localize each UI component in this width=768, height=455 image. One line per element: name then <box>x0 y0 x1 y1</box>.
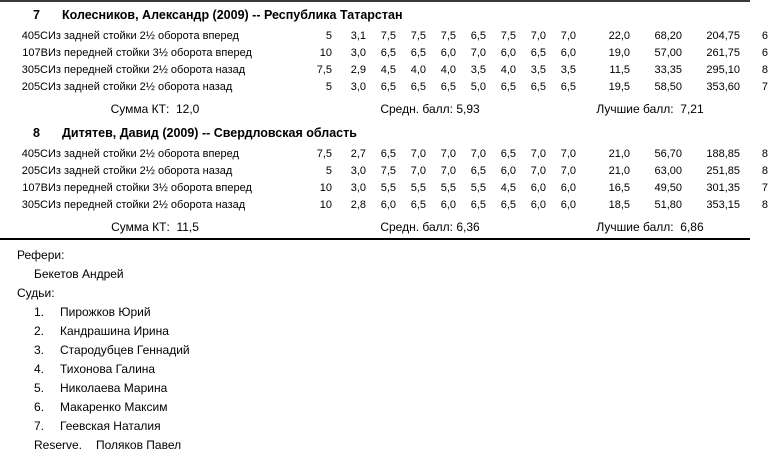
judge-score: 7,0 <box>530 165 546 177</box>
judge-score: 7,0 <box>470 148 486 160</box>
judge-score: 6,5 <box>410 47 426 59</box>
list-item <box>0 398 750 417</box>
judge-score: 3,5 <box>530 64 546 76</box>
judge-score: 6,0 <box>440 47 456 59</box>
dive-height: 5 <box>325 81 332 93</box>
judge-name: Тихонова Галина <box>60 362 156 376</box>
running-place: 8 <box>761 148 768 160</box>
judge-number: 7. <box>34 419 45 433</box>
list-item <box>0 322 750 341</box>
dive-sum: 18,5 <box>608 199 630 211</box>
summary-best <box>550 220 750 234</box>
summary-best-label: Лучшие балл: <box>596 220 674 234</box>
judge-number: 1. <box>34 305 45 319</box>
dive-difficulty: 3,0 <box>350 182 366 194</box>
summary-average-label: Средн. балл: <box>380 220 453 234</box>
dive-points: 57,00 <box>654 47 682 59</box>
table-row <box>0 197 768 214</box>
judge-score: 5,5 <box>380 182 396 194</box>
dive-height: 7,5 <box>316 64 332 76</box>
judge-score: 7,0 <box>560 165 576 177</box>
summary-kt <box>0 220 310 234</box>
referee-name: Бекетов Андрей <box>34 267 124 281</box>
judge-score: 6,5 <box>470 30 486 42</box>
dive-points: 68,20 <box>654 30 682 42</box>
judge-score: 6,5 <box>410 199 426 211</box>
judge-number: 5. <box>34 381 45 395</box>
column-spacer <box>576 45 590 62</box>
judge-score: 6,0 <box>440 199 456 211</box>
summary-kt <box>0 102 310 116</box>
judge-score: 6,5 <box>470 165 486 177</box>
dive-description: Из передней стойки 2½ оборота назад <box>48 199 246 211</box>
dive-height: 7,5 <box>316 148 332 160</box>
list-item-reserve <box>0 436 750 455</box>
dive-sum: 16,5 <box>608 182 630 194</box>
dive-code: 305C <box>21 64 48 76</box>
running-total: 353,15 <box>706 199 740 211</box>
judge-score: 7,5 <box>380 165 396 177</box>
dive-difficulty: 2,8 <box>350 199 366 211</box>
dive-code: 405C <box>21 30 48 42</box>
judge-score: 6,0 <box>530 199 546 211</box>
reserve-name: Поляков Павел <box>96 438 182 452</box>
judge-score: 7,0 <box>410 165 426 177</box>
judge-score: 6,5 <box>470 199 486 211</box>
column-spacer <box>576 146 590 163</box>
judge-score: 6,0 <box>380 199 396 211</box>
list-item <box>0 341 750 360</box>
judge-score: 6,5 <box>410 81 426 93</box>
summary-average-value: 6,36 <box>456 220 480 234</box>
judge-score: 6,5 <box>500 199 516 211</box>
athlete-summary <box>0 214 750 238</box>
athlete-block <box>0 120 768 238</box>
running-place: 7 <box>761 81 768 93</box>
running-total: 204,75 <box>706 30 740 42</box>
list-item <box>0 379 750 398</box>
dive-description: Из передней стойки 2½ оборота назад <box>48 64 246 76</box>
list-item <box>0 303 750 322</box>
summary-average <box>310 220 550 234</box>
officials-section <box>0 238 750 455</box>
judge-score: 6,0 <box>560 182 576 194</box>
dive-height: 5 <box>325 30 332 42</box>
dive-code: 405C <box>21 148 48 160</box>
running-total: 188,85 <box>706 148 740 160</box>
dive-points: 51,80 <box>654 199 682 211</box>
judge-score: 7,0 <box>470 47 486 59</box>
table-row <box>0 180 768 197</box>
list-item <box>0 417 750 436</box>
dive-sum: 21,0 <box>608 165 630 177</box>
judge-name: Пирожков Юрий <box>60 305 151 319</box>
athlete-summary <box>0 96 750 120</box>
table-row <box>0 79 768 96</box>
dive-points: 56,70 <box>654 148 682 160</box>
judge-score: 6,0 <box>500 47 516 59</box>
dive-height: 10 <box>319 199 332 211</box>
running-total: 251,85 <box>706 165 740 177</box>
judge-number: 6. <box>34 400 45 414</box>
judge-score: 7,0 <box>530 30 546 42</box>
summary-kt-label: Сумма КТ: <box>110 102 170 116</box>
judge-number: 2. <box>34 324 45 338</box>
summary-kt-label: Сумма КТ: <box>111 220 170 234</box>
dive-difficulty: 2,7 <box>350 148 366 160</box>
table-row <box>0 146 768 163</box>
judge-score: 6,5 <box>440 81 456 93</box>
judge-score: 7,5 <box>500 30 516 42</box>
column-spacer <box>576 28 590 45</box>
summary-best-value: 6,86 <box>680 220 704 234</box>
judge-score: 7,0 <box>560 148 576 160</box>
dive-description: Из задней стойки 2½ оборота назад <box>48 81 233 93</box>
dive-height: 10 <box>319 182 332 194</box>
judge-name: Николаева Марина <box>60 381 168 395</box>
running-total: 353,60 <box>706 81 740 93</box>
referee-label: Рефери: <box>17 248 65 262</box>
judge-score: 6,5 <box>500 148 516 160</box>
judge-score: 7,0 <box>560 30 576 42</box>
judge-score: 5,0 <box>470 81 486 93</box>
athlete-name: Колесников, Александр (2009) -- Республика Татарстан <box>62 8 403 22</box>
dive-height: 10 <box>319 47 332 59</box>
judge-name: Геевская Наталия <box>60 419 161 433</box>
judges-label: Судьи: <box>17 286 55 300</box>
judge-score: 6,5 <box>530 81 546 93</box>
judge-score: 7,0 <box>440 165 456 177</box>
running-place: 8 <box>761 64 768 76</box>
summary-average-label: Средн. балл: <box>380 102 453 116</box>
dive-description: Из задней стойки 2½ оборота назад <box>48 165 233 177</box>
dive-code: 205C <box>21 165 48 177</box>
running-place: 8 <box>761 165 768 177</box>
dive-table <box>0 28 768 96</box>
column-spacer <box>576 197 590 214</box>
table-row <box>0 163 768 180</box>
judge-score: 7,5 <box>380 30 396 42</box>
judge-score: 4,5 <box>500 182 516 194</box>
judge-score: 3,5 <box>470 64 486 76</box>
judge-name: Кандрашина Ирина <box>60 324 169 338</box>
dive-code: 305C <box>21 199 48 211</box>
dive-difficulty: 3,0 <box>350 81 366 93</box>
dive-description: Из передней стойки 3½ оборота вперед <box>48 47 252 59</box>
judge-score: 6,5 <box>380 47 396 59</box>
judge-score: 6,5 <box>530 47 546 59</box>
judge-score: 6,5 <box>560 81 576 93</box>
running-place: 7 <box>761 182 768 194</box>
dive-description: Из передней стойки 3½ оборота вперед <box>48 182 252 194</box>
summary-best <box>550 102 750 116</box>
judge-score: 4,0 <box>440 64 456 76</box>
judge-score: 5,5 <box>440 182 456 194</box>
dive-difficulty: 3,1 <box>350 30 366 42</box>
running-place: 6 <box>761 47 768 59</box>
summary-best-label: Лучшие балл: <box>596 102 674 116</box>
summary-average-value: 5,93 <box>456 102 480 116</box>
judge-score: 5,5 <box>470 182 486 194</box>
judge-score: 6,0 <box>560 47 576 59</box>
judge-score: 6,0 <box>530 182 546 194</box>
running-place: 8 <box>761 199 768 211</box>
athlete-block <box>0 2 768 120</box>
running-total: 295,10 <box>706 64 740 76</box>
judge-score: 6,5 <box>380 148 396 160</box>
judge-score: 7,0 <box>410 148 426 160</box>
running-total: 261,75 <box>706 47 740 59</box>
dive-code: 205C <box>21 81 48 93</box>
column-spacer <box>576 79 590 96</box>
dive-difficulty: 2,9 <box>350 64 366 76</box>
dive-points: 49,50 <box>654 182 682 194</box>
dive-difficulty: 3,0 <box>350 165 366 177</box>
dive-description: Из задней стойки 2½ оборота вперед <box>48 148 239 160</box>
judge-name: Стародубцев Геннадий <box>60 343 190 357</box>
judge-name: Макаренко Максим <box>60 400 168 414</box>
dive-table <box>0 146 768 214</box>
judge-score: 7,5 <box>410 30 426 42</box>
dive-sum: 19,5 <box>608 81 630 93</box>
dive-difficulty: 3,0 <box>350 47 366 59</box>
judge-score: 6,5 <box>500 81 516 93</box>
dive-sum: 19,0 <box>608 47 630 59</box>
athlete-rank: 7 <box>33 8 40 22</box>
running-total: 301,35 <box>706 182 740 194</box>
column-spacer <box>576 180 590 197</box>
summary-average <box>310 102 550 116</box>
dive-points: 63,00 <box>654 165 682 177</box>
dive-description: Из задней стойки 2½ оборота вперед <box>48 30 239 42</box>
dive-points: 33,35 <box>654 64 682 76</box>
athlete-header <box>0 2 750 28</box>
reserve-label: Reserve. <box>34 438 83 452</box>
judge-score: 7,0 <box>530 148 546 160</box>
judge-number: 3. <box>34 343 45 357</box>
summary-kt-value: 12,0 <box>176 102 200 116</box>
judge-score: 4,0 <box>500 64 516 76</box>
judge-number: 4. <box>34 362 45 376</box>
athlete-rank: 8 <box>33 126 40 140</box>
dive-code: 107B <box>22 47 48 59</box>
judge-score: 4,0 <box>410 64 426 76</box>
judge-score: 3,5 <box>560 64 576 76</box>
dive-points: 58,50 <box>654 81 682 93</box>
column-spacer <box>576 163 590 180</box>
athlete-name: Дитятев, Давид (2009) -- Свердловская область <box>62 126 357 140</box>
dive-sum: 21,0 <box>608 148 630 160</box>
judge-score: 6,5 <box>380 81 396 93</box>
judge-score: 6,0 <box>560 199 576 211</box>
table-row <box>0 62 768 79</box>
summary-best-value: 7,21 <box>680 102 704 116</box>
athlete-header <box>0 120 750 146</box>
table-row <box>0 28 768 45</box>
judge-score: 4,5 <box>380 64 396 76</box>
dive-height: 5 <box>325 165 332 177</box>
column-spacer <box>576 62 590 79</box>
judge-score: 6,0 <box>500 165 516 177</box>
running-place: 6 <box>761 30 768 42</box>
judge-score: 7,0 <box>440 148 456 160</box>
table-row <box>0 45 768 62</box>
summary-kt-value: 11,5 <box>176 220 199 234</box>
dive-sum: 11,5 <box>609 64 630 76</box>
dive-sum: 22,0 <box>608 30 630 42</box>
judge-score: 5,5 <box>410 182 426 194</box>
judge-score: 7,5 <box>440 30 456 42</box>
list-item <box>0 360 750 379</box>
dive-code: 107B <box>22 182 48 194</box>
